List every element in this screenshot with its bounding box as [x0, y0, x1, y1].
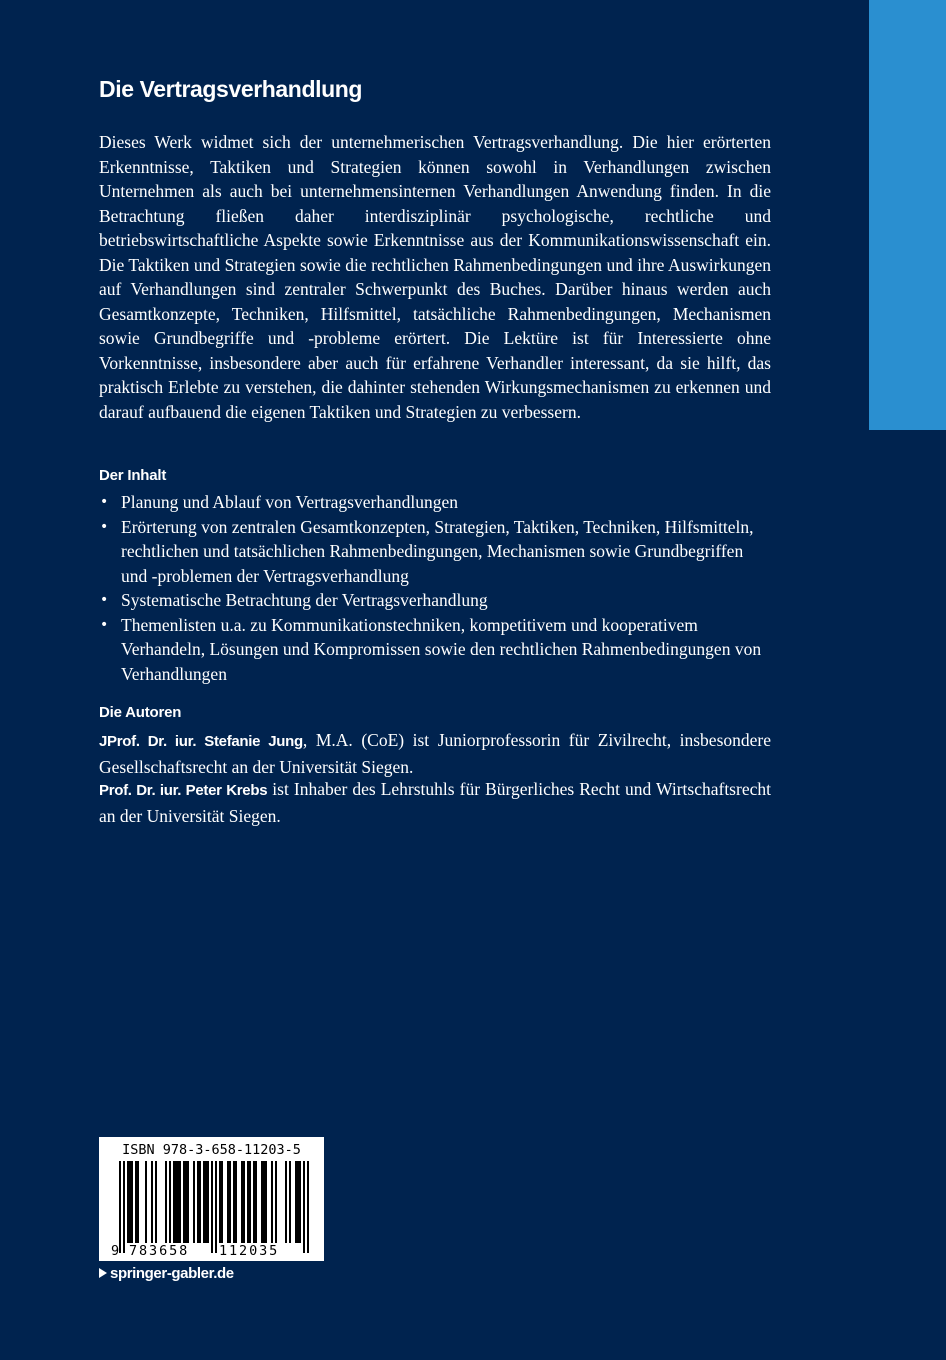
author-bio-krebs [99, 777, 771, 828]
barcode-bar [261, 1161, 267, 1243]
barcode-bar [151, 1161, 153, 1243]
author-description: ist Inhaber des Lehrstuhls für Bürgerliches Recht und Wirtschaftsrecht an der Universität Siegen. [99, 779, 771, 826]
barcode-bar [155, 1161, 157, 1243]
publisher-link-text: springer-gabler.de [110, 1265, 234, 1282]
barcode-bar [271, 1161, 273, 1243]
barcode-bar [183, 1161, 189, 1243]
barcode-bar [247, 1161, 251, 1243]
barcode-bar [253, 1161, 257, 1243]
author-name: JProf. Dr. iur. Stefanie Jung [99, 733, 303, 750]
barcode-bar [203, 1161, 209, 1243]
barcode-bar [219, 1161, 223, 1243]
barcode-bar [233, 1161, 237, 1243]
barcode-bar [303, 1161, 305, 1253]
book-description: Dieses Werk widmet sich der unternehmerischen Vertragsverhandlung. Die hier erörterten Erkenntnisse, Taktiken und Strategien können sowohl in Verhandlungen zwischen Unternehmen als auch bei unternehmensinternen Verhandlungen Anwendung finden. In die Betrachtung fließen daher interdisziplinär psychologische, rechtliche und betriebswirtschaftliche Aspekte sowie Erkenntnisse aus der Kommunikationswissenschaft ein. Die Taktiken und Strategien sowie die rechtlichen Rahmenbedingungen und ihre Auswirkungen auf Verhandlungen sind zentraler Schwerpunkt des Buches. Darüber hinaus werden auch Gesamtkonzepte, Techniken, Hilfsmittel, tatsächliche Rahmenbedingungen, Mechanismen sowie Grundbegriffe und -probleme erörtert. Die Lektüre ist für Interessierte ohne Vorkenntnisse, insbesondere aber auch für erfahrene Verhandler interessant, da sie hilft, das praktisch Erlebte zu verstehen, die dahinter stehenden Wirkungsmechanismen zu erkennen und darauf aufbauend die eigenen Taktiken und Strategien zu verbessern. [99, 132, 771, 422]
bullet-icon: • [100, 592, 109, 608]
list-item-text: Themenlisten u.a. zu Kommunikationstechniken, kompetitivem und kooperativem Verhandeln, Lösungen und Kompromissen sowie den rechtlichen Rahmenbedingungen von Verhandlungen [121, 614, 762, 684]
barcode-bar [289, 1161, 291, 1243]
barcode-bar [197, 1161, 201, 1243]
bullet-icon: • [100, 616, 109, 633]
list-item [99, 588, 771, 613]
barcode-bar [285, 1161, 287, 1243]
list-item [99, 490, 771, 515]
authors-heading: Die Autoren [99, 704, 182, 721]
barcode-left-digits: 783658 [129, 1243, 190, 1259]
barcode-right-digits: 112035 [219, 1243, 280, 1259]
barcode-bar [165, 1161, 167, 1243]
author-bio-jung [99, 728, 771, 779]
list-item [99, 613, 771, 687]
list-item-text: Systematische Betrachtung der Vertragsverhandlung [121, 590, 488, 610]
barcode-bar [119, 1161, 121, 1253]
barcode-bar [295, 1161, 301, 1243]
barcode-bar [193, 1161, 195, 1243]
barcode-bar [215, 1161, 217, 1253]
barcode-bar [275, 1161, 277, 1243]
barcode-bar [227, 1161, 231, 1243]
list-item-text: Erörterung von zentralen Gesamtkonzepten, Strategien, Taktiken, Techniken, Hilfsmitteln, rechtlichen und tatsächlichen Rahmenbedingungen, Mechanismen sowie Grundbegriffen und -problemen der Vertragsverhandlung [121, 516, 754, 586]
barcode-bar [211, 1161, 213, 1253]
barcode-bar [145, 1161, 147, 1243]
bullet-icon: • [100, 518, 109, 535]
barcode-bar [173, 1161, 181, 1243]
barcode-bar [135, 1161, 139, 1243]
isbn-barcode-box [99, 1137, 324, 1261]
arrow-right-icon [99, 1268, 107, 1278]
isbn-label: ISBN 978-3-658-11203-5 [122, 1142, 301, 1158]
publisher-link[interactable] [99, 1264, 234, 1284]
barcode-bar [127, 1161, 133, 1243]
barcode-bar [169, 1161, 171, 1243]
barcode-bar [123, 1161, 125, 1253]
book-title: Die Vertragsverhandlung [99, 76, 363, 102]
accent-bar [869, 0, 946, 430]
list-item-text: Planung und Ablauf von Vertragsverhandlungen [121, 492, 458, 512]
list-item [99, 515, 771, 589]
contents-list [99, 490, 771, 686]
barcode-bar [307, 1161, 309, 1253]
author-description: , M.A. (CoE) ist Juniorprofessorin für Zivilrecht, insbesondere Gesellschaftsrecht an der Universität Siegen. [99, 730, 771, 777]
bullet-icon: • [100, 494, 109, 510]
author-name: Prof. Dr. iur. Peter Krebs [99, 782, 268, 799]
barcode-bar [241, 1161, 245, 1243]
barcode-first-digit: 9 [111, 1243, 120, 1259]
contents-heading: Der Inhalt [99, 467, 167, 484]
